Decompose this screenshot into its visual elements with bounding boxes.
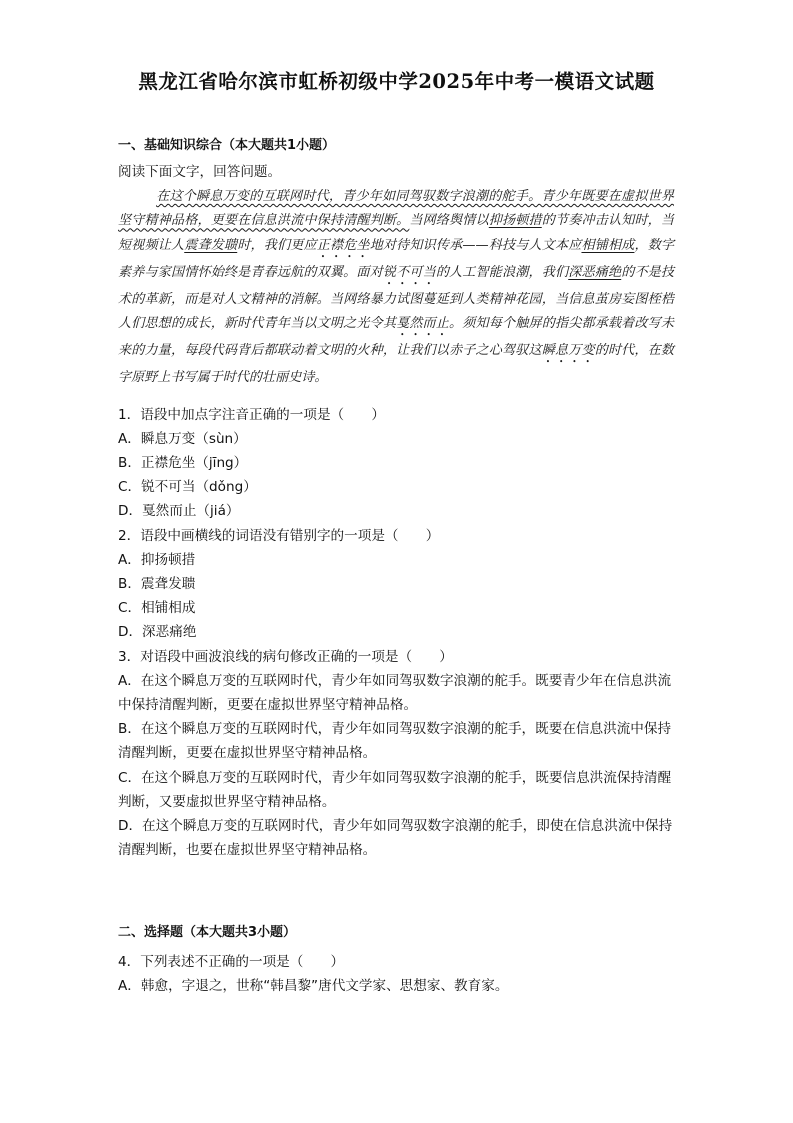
question-4-stem: 4．下列表述不正确的一项是（ ）	[118, 954, 345, 970]
section-1-heading: 一、基础知识综合（本大题共1小题）	[118, 138, 336, 153]
passage-text: 。须知每个触屏的指尖都承载着改写未来的力量，每段代码背后都联动着文明的火种，让我们以赤子之心驾驭这	[118, 315, 675, 358]
passage-text: 的人工智能浪潮，我们	[435, 264, 569, 280]
q2-option-d[interactable]: D．深恶痛绝	[118, 624, 197, 640]
passage-text: ，数字素养与家国情怀始终是青春远航的双翼。面对	[118, 237, 675, 280]
passage-text: 地对待知识传承——科技与人文本应	[369, 237, 582, 253]
passage-text: 的不是技术的革新，而是对人文精神的消解。当网络暴力试图蔓延到人类精神花园，当信息茧房妄图桎梏人们思想的成长，新时代青年当以文明之光令其	[118, 264, 675, 331]
dotted-word-rui: 锐不可当	[382, 264, 436, 280]
passage-text: 的节奏冲击认知时，当短视频让人	[118, 213, 675, 253]
underlined-word-shene: 深恶痛绝	[568, 264, 622, 280]
q4-option-a[interactable]: A．韩愈，字退之，世称“韩昌黎”唐代文学家、思想家、教育家。	[118, 978, 509, 994]
dotted-word-shun: 瞬息万变	[541, 342, 595, 358]
q2-option-c[interactable]: C．相铺相成	[118, 600, 196, 616]
reading-passage	[118, 185, 674, 390]
q3-option-b[interactable]: B．在这个瞬息万变的互联网时代，青少年如同驾驭数字浪潮的舵手，既要在信息洪流中保持清醒判断，更要在虚拟世界坚守精神品格。	[118, 721, 672, 762]
page-title: 黑龙江省哈尔滨市虹桥初级中学2025年中考一模语文试题	[138, 70, 655, 93]
section-2-heading: 二、选择题（本大题共3小题）	[118, 925, 297, 940]
wavy-sentence: 在这个瞬息万变的互联网时代，青少年如同驾驭数字浪潮的舵手。青少年既要在虚拟世界坚守精神品格，更要在信息洪流中保持清醒判断。	[118, 189, 674, 229]
dotted-word-jin: 正襟危坐	[316, 237, 370, 253]
q1-option-c[interactable]: C．锐不可当（dǒng）	[118, 479, 257, 495]
q2-option-b[interactable]: B．震聋发聩	[118, 576, 196, 592]
q1-option-b[interactable]: B．正襟危坐（jīng）	[118, 455, 248, 471]
underlined-word-xiangfu: 相铺相成	[581, 237, 635, 253]
passage-text: 的时代，在数字原野上书写属于时代的壮丽史诗。	[118, 342, 675, 385]
underlined-word-zhenlong: 震聋发聩	[184, 237, 238, 253]
q3-option-a[interactable]: A．在这个瞬息万变的互联网时代，青少年如同驾驭数字浪潮的舵手。既要青少年在信息洪流中保持清醒判断，更要在虚拟世界坚守精神品格。	[118, 673, 672, 714]
passage-text: 时，我们更应	[237, 237, 317, 253]
q1-option-a[interactable]: A．瞬息万变（sùn）	[118, 431, 247, 447]
q3-option-d[interactable]: D．在这个瞬息万变的互联网时代，青少年如同驾驭数字浪潮的舵手，即使在信息洪流中保持清醒判断，也要在虚拟世界坚守精神品格。	[118, 818, 673, 859]
q3-option-c[interactable]: C．在这个瞬息万变的互联网时代，青少年如同驾驭数字浪潮的舵手，既要信息洪流保持清醒判断，又要虚拟世界坚守精神品格。	[118, 770, 672, 811]
dotted-word-jia: 戛然而止	[396, 315, 450, 331]
question-3-stem: 3．对语段中画波浪线的病句修改正确的一项是（ ）	[118, 649, 453, 665]
q1-option-d[interactable]: D．戛然而止（jiá）	[118, 503, 240, 519]
question-1-stem: 1．语段中加点字注音正确的一项是（ ）	[118, 407, 385, 423]
q2-option-a[interactable]: A．抑扬顿措	[118, 552, 196, 568]
passage-text: 当网络舆情以	[409, 213, 489, 229]
question-2-stem: 2．语段中画横线的词语没有错别字的一项是（ ）	[118, 528, 440, 544]
reading-instruction: 阅读下面文字，回答问题。	[118, 164, 282, 180]
underlined-word-yiyang: 抑扬顿措	[488, 213, 542, 229]
